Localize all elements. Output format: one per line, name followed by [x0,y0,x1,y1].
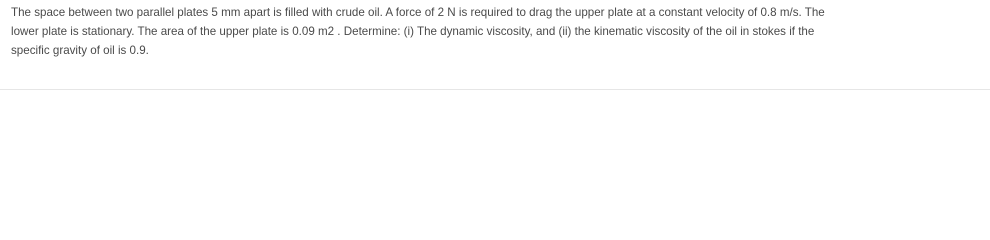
question-line-3: specific gravity of oil is 0.9. [11,44,149,57]
question-line-1: The space between two parallel plates 5 mm apart is filled with crude oil. A force of 2 N is required to drag the upper plate at a constant velocity of 0.8 m/s. The [11,6,825,19]
divider [0,89,990,90]
question-text [11,3,979,60]
question-line-2: lower plate is stationary. The area of the upper plate is 0.09 m2 . Determine: (i) The dynamic viscosity, and (ii) the kinematic viscosity of the oil in stokes if the [11,25,815,38]
